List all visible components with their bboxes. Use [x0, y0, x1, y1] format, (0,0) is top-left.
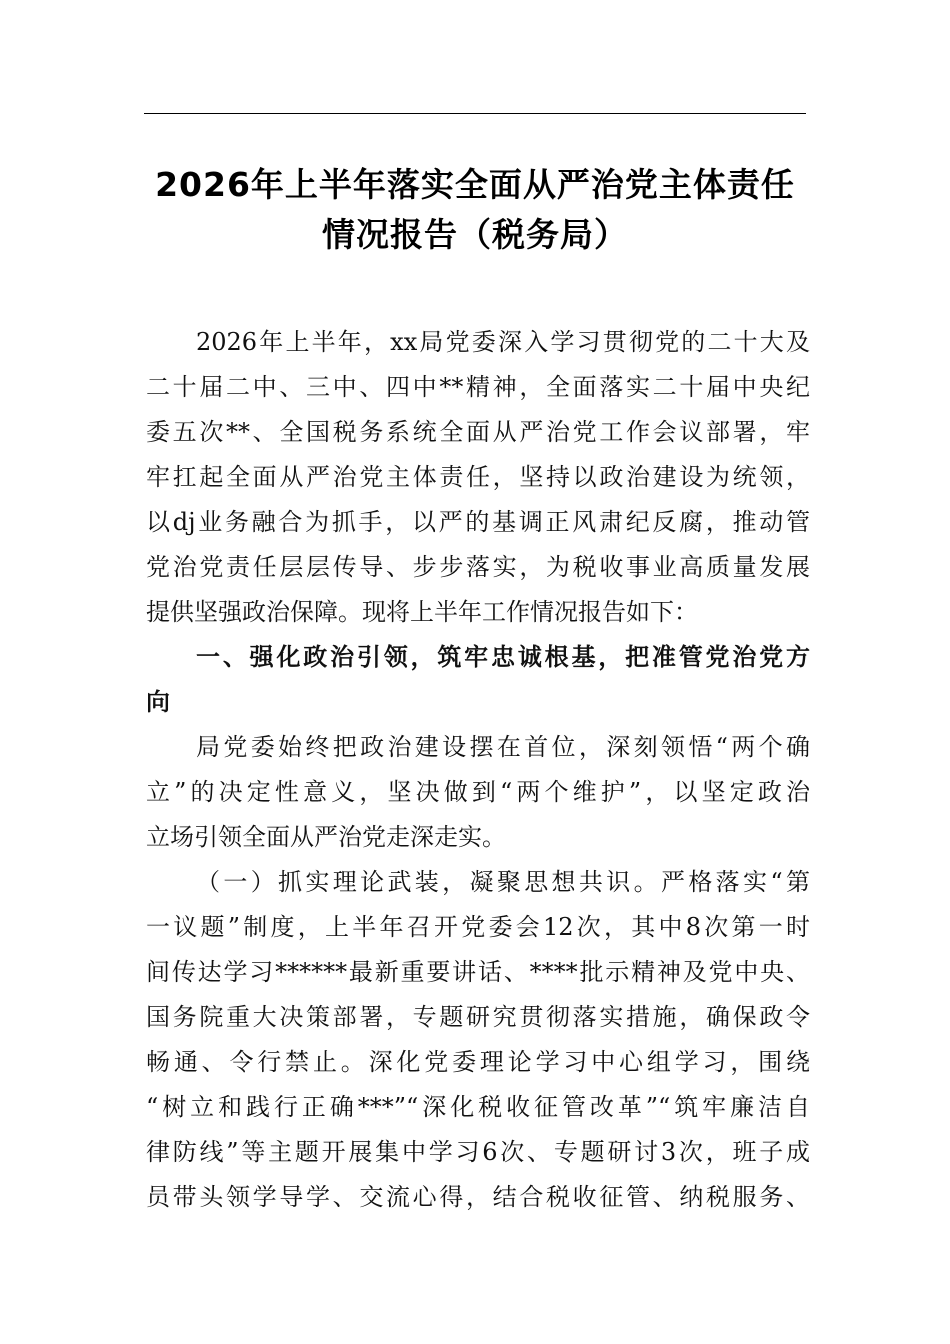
intro-line: 提供坚强政治保障。现将上半年工作情况报告如下：: [146, 598, 698, 626]
section-heading-line: 一、强化政治引领，筑牢忠诚根基，把准管党治党方: [196, 643, 810, 671]
section-intro-line: 立场引领全面从严治党走深走实。: [146, 823, 506, 851]
subsection-line: 间传达学习******最新重要讲话、****批示精神及党中央、: [146, 958, 810, 986]
subsection-line: 国务院重大决策部署，专题研究贯彻落实措施，确保政令: [146, 1003, 810, 1031]
subsection-1-paragraph: [146, 860, 810, 1220]
section-1-intro-paragraph: [146, 725, 810, 860]
subsection-line: （一）抓实理论武装，凝聚思想共识。严格落实“第: [196, 868, 810, 896]
subsection-line: 畅通、令行禁止。深化党委理论学习中心组学习，围绕: [146, 1048, 810, 1076]
intro-line: 以dj业务融合为抓手，以严的基调正风肃纪反腐，推动管: [146, 508, 810, 536]
intro-line: 2026年上半年，xx局党委深入学习贯彻党的二十大及: [196, 328, 810, 356]
section-intro-line: 局党委始终把政治建设摆在首位，深刻领悟“两个确: [196, 733, 810, 761]
section-1-heading: [146, 635, 810, 725]
subsection-line: “树立和践行正确***”“深化税收征管改革”“筑牢廉洁自: [146, 1093, 810, 1121]
intro-paragraph: [146, 320, 810, 635]
document-title: [144, 160, 806, 260]
section-intro-line: 立”的决定性意义，坚决做到“两个维护”，以坚定政治: [146, 778, 810, 806]
intro-line: 牢扛起全面从严治党主体责任，坚持以政治建设为统领，: [146, 463, 810, 491]
subsection-line: 一议题”制度，上半年召开党委会12次，其中8次第一时: [146, 913, 810, 941]
subsection-line: 员带头领学导学、交流心得，结合税收征管、纳税服务、: [146, 1183, 810, 1211]
intro-line: 党治党责任层层传导、步步落实，为税收事业高质量发展: [146, 553, 810, 581]
section-heading-line: 向: [146, 688, 170, 716]
subsection-line: 律防线”等主题开展集中学习6次、专题研讨3次，班子成: [146, 1138, 810, 1166]
header-rule: [144, 113, 806, 114]
intro-line: 委五次**、全国税务系统全面从严治党工作会议部署，牢: [146, 418, 810, 446]
title-line-1: 2026年上半年落实全面从严治党主体责任: [155, 165, 795, 204]
intro-line: 二十届二中、三中、四中**精神，全面落实二十届中央纪: [146, 373, 810, 401]
title-line-2: 情况报告（税务局）: [322, 215, 628, 254]
